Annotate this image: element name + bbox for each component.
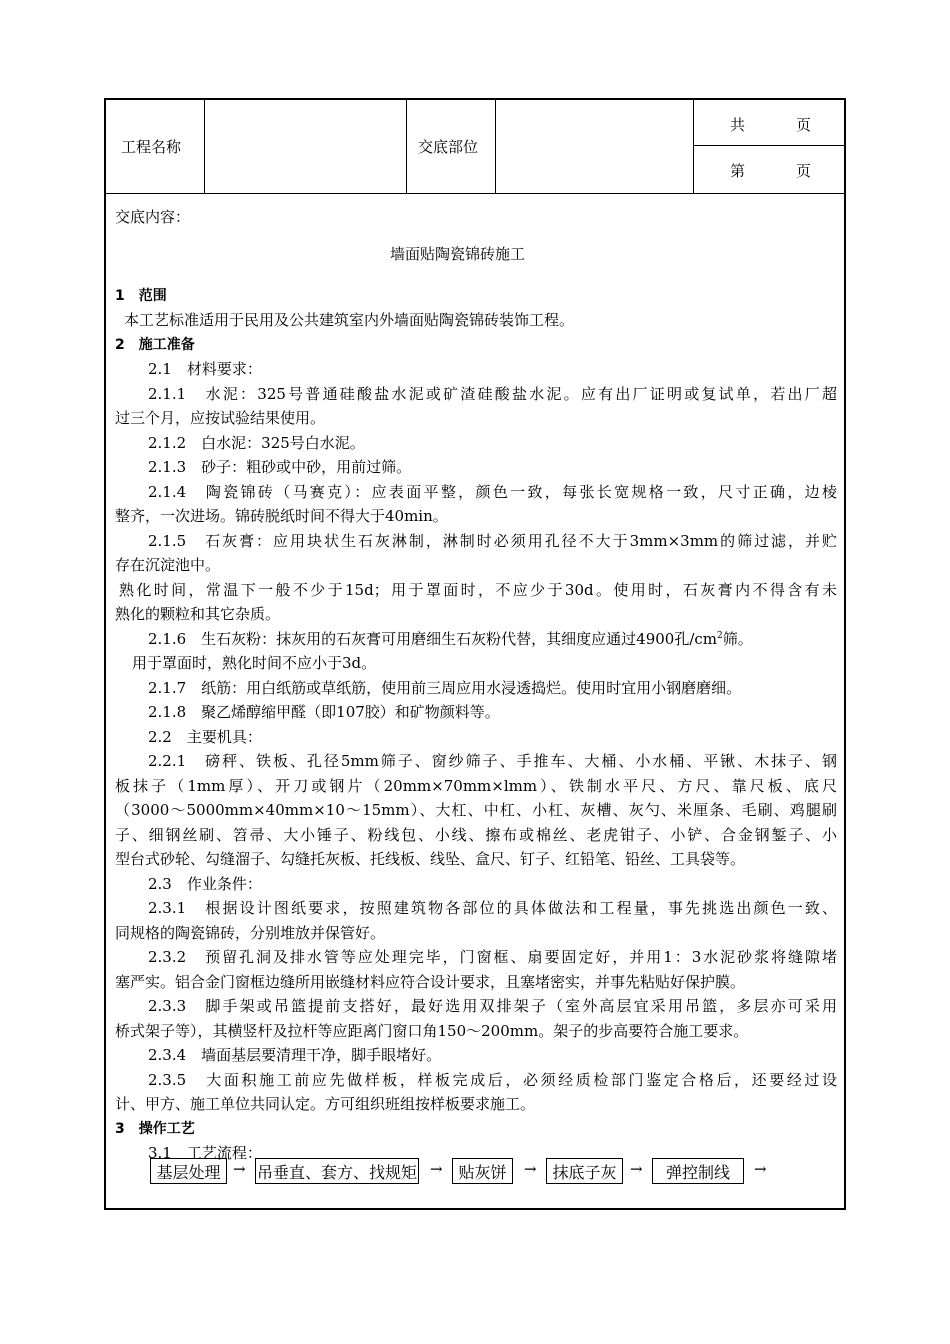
content-line: 2.3.2 预留孔洞及排水管等应处理完毕，门窗框、扇要固定好，并用1：3水泥砂浆将缝隙堵 — [148, 948, 837, 966]
section-heading: 1 范围 — [115, 288, 167, 304]
arrow-right-icon: → — [524, 1160, 537, 1178]
project-name-label: 工程名称 — [106, 100, 205, 193]
content-line: 2.3.3 脚手架或吊篮提前支搭好，最好选用双排架子（室外高层宜采用吊篮，多层亦可采用 — [148, 997, 837, 1015]
content-line: 熟化的颗粒和其它杂质。 — [115, 605, 281, 623]
content-line: 2.2 主要机具： — [148, 728, 262, 746]
content-line: 2.1.8 聚乙烯醇缩甲醛（即107胶）和矿物颜料等。 — [148, 703, 500, 721]
section-heading: 2 施工准备 — [115, 337, 195, 353]
content-line: 2.1.3 砂子：粗砂或中砂，用前过筛。 — [148, 458, 412, 476]
content-line: 用于罩面时，熟化时间不应小于3d。 — [132, 654, 377, 672]
content-line: 2.3.5 大面积施工前应先做样板，样板完成后，必须经质检部门鉴定合格后，还要经过设 — [148, 1071, 837, 1089]
page-unit: 页 — [796, 162, 812, 180]
part-value — [496, 100, 694, 193]
content-line: 子、细钢丝刷、笤帚、大小锤子、粉线包、小线、擦布或棉丝、老虎钳子、小铲、合金钢錾子、小 — [115, 826, 837, 844]
content-line: 2.1.5 石灰膏：应用块状生石灰淋制，淋制时必须用孔径不大于3mm×3mm的筛过滤，并贮 — [148, 532, 837, 550]
page-label: 第 — [730, 162, 746, 180]
content-line: 型台式砂轮、勾缝溜子、勾缝托灰板、托线板、线坠、盒尺、钉子、红铅笔、铅丝、工具袋等。 — [115, 850, 746, 868]
arrow-right-icon: → — [233, 1160, 246, 1178]
content-line: 2.1.4 陶瓷锦砖（马赛克）：应表面平整，颜色一致，每张长宽规格一致，尺寸正确，边棱 — [148, 483, 837, 501]
part-label: 交底部位 — [407, 100, 496, 193]
superscript: 2 — [717, 631, 723, 641]
arrow-right-icon: → — [630, 1160, 643, 1178]
content-line: 2.3 作业条件： — [148, 875, 262, 893]
content-line: 2.1.7 纸筋：用白纸筋或草纸筋，使用前三周应用水浸透捣烂。使用时宜用小钢磨磨细。 — [148, 679, 742, 697]
content-line: 计、甲方、施工单位共同认定。方可组织班组按样板要求施工。 — [115, 1095, 536, 1113]
flow-step: 吊垂直、套方、找规矩 — [255, 1158, 419, 1184]
total-pages-cell — [694, 100, 844, 146]
arrow-right-icon: → — [430, 1160, 443, 1178]
content-line: 同规格的陶瓷锦砖，分别堆放并保管好。 — [115, 924, 386, 942]
page-number-cell — [694, 146, 844, 193]
flow-step: 基层处理 — [150, 1158, 227, 1184]
project-name-value — [205, 100, 407, 193]
content-line: 3.1 工艺流程： — [148, 1144, 262, 1162]
content-line: 2.2.1 磅秤、铁板、孔径5mm筛子、窗纱筛子、手推车、大桶、小水桶、平锹、木抹子、钢 — [148, 752, 837, 770]
content-line: 2.3.4 墙面基层要清理干净，脚手眼堵好。 — [148, 1046, 442, 1064]
total-unit: 页 — [796, 116, 812, 134]
content-line: 整齐，一次进场。锦砖脱纸时间不得大于40min。 — [115, 507, 448, 525]
document-title: 墙面贴陶瓷锦砖施工 — [390, 245, 526, 263]
content-line: 2.3.1 根据设计图纸要求，按照建筑物各部位的具体做法和工程量，事先挑选出颜色一致、 — [148, 899, 837, 917]
disclosure-form — [104, 98, 846, 1210]
content-line: 存在沉淀池中。 — [115, 556, 221, 574]
content-line: 本工艺标准适用于民用及公共建筑室内外墙面贴陶瓷锦砖装饰工程。 — [124, 311, 575, 329]
content-line: 2.1.2 白水泥：325号白水泥。 — [148, 434, 365, 452]
flow-step: 贴灰饼 — [452, 1158, 513, 1184]
content-line: 2.1 材料要求： — [148, 360, 262, 378]
content-line: 塞严实。铝合金门窗框边缝所用嵌缝材料应符合设计要求，且塞堵密实，并事先粘贴好保护膜。 — [115, 973, 746, 991]
content-line: 桥式架子等），其横竖杆及拉杆等应距离门窗口角150～200mm。架子的步高要符合施工要求。 — [115, 1022, 749, 1040]
content-line: （3000～5000mm×40mm×10～15mm）、大杠、中杠、小杠、灰槽、灰勺、米厘条、毛刷、鸡腿刷 — [115, 801, 837, 819]
content-line: 板抹子（1mm厚）、开刀或钢片（20mm×70mm×lmm）、铁制水平尺、方尺、靠尺板、底尺 — [115, 777, 837, 795]
arrow-right-icon: → — [754, 1160, 767, 1178]
flow-step: 弹控制线 — [652, 1158, 744, 1184]
content-line: 2.1.1 水泥：325号普通硅酸盐水泥或矿渣硅酸盐水泥。应有出厂证明或复试单，若出厂超 — [148, 385, 837, 403]
content-line — [148, 629, 753, 649]
total-label: 共 — [730, 116, 746, 134]
content-text: 2.1.6 生石灰粉：抹灰用的石灰膏可用磨细生石灰粉代替，其细度应通过4900孔/cm — [148, 630, 718, 648]
content-text-tail: 筛。 — [722, 630, 753, 648]
section-heading: 3 操作工艺 — [115, 1121, 195, 1137]
form-header — [106, 100, 844, 194]
content-line: 熟化时间，常温下一般不少于15d；用于罩面时，不应少于30d。使用时，石灰膏内不得含有未 — [119, 581, 837, 599]
content-line: 过三个月，应按试验结果使用。 — [115, 409, 326, 427]
content-label: 交底内容： — [115, 208, 191, 226]
flow-step: 抹底子灰 — [546, 1158, 623, 1184]
